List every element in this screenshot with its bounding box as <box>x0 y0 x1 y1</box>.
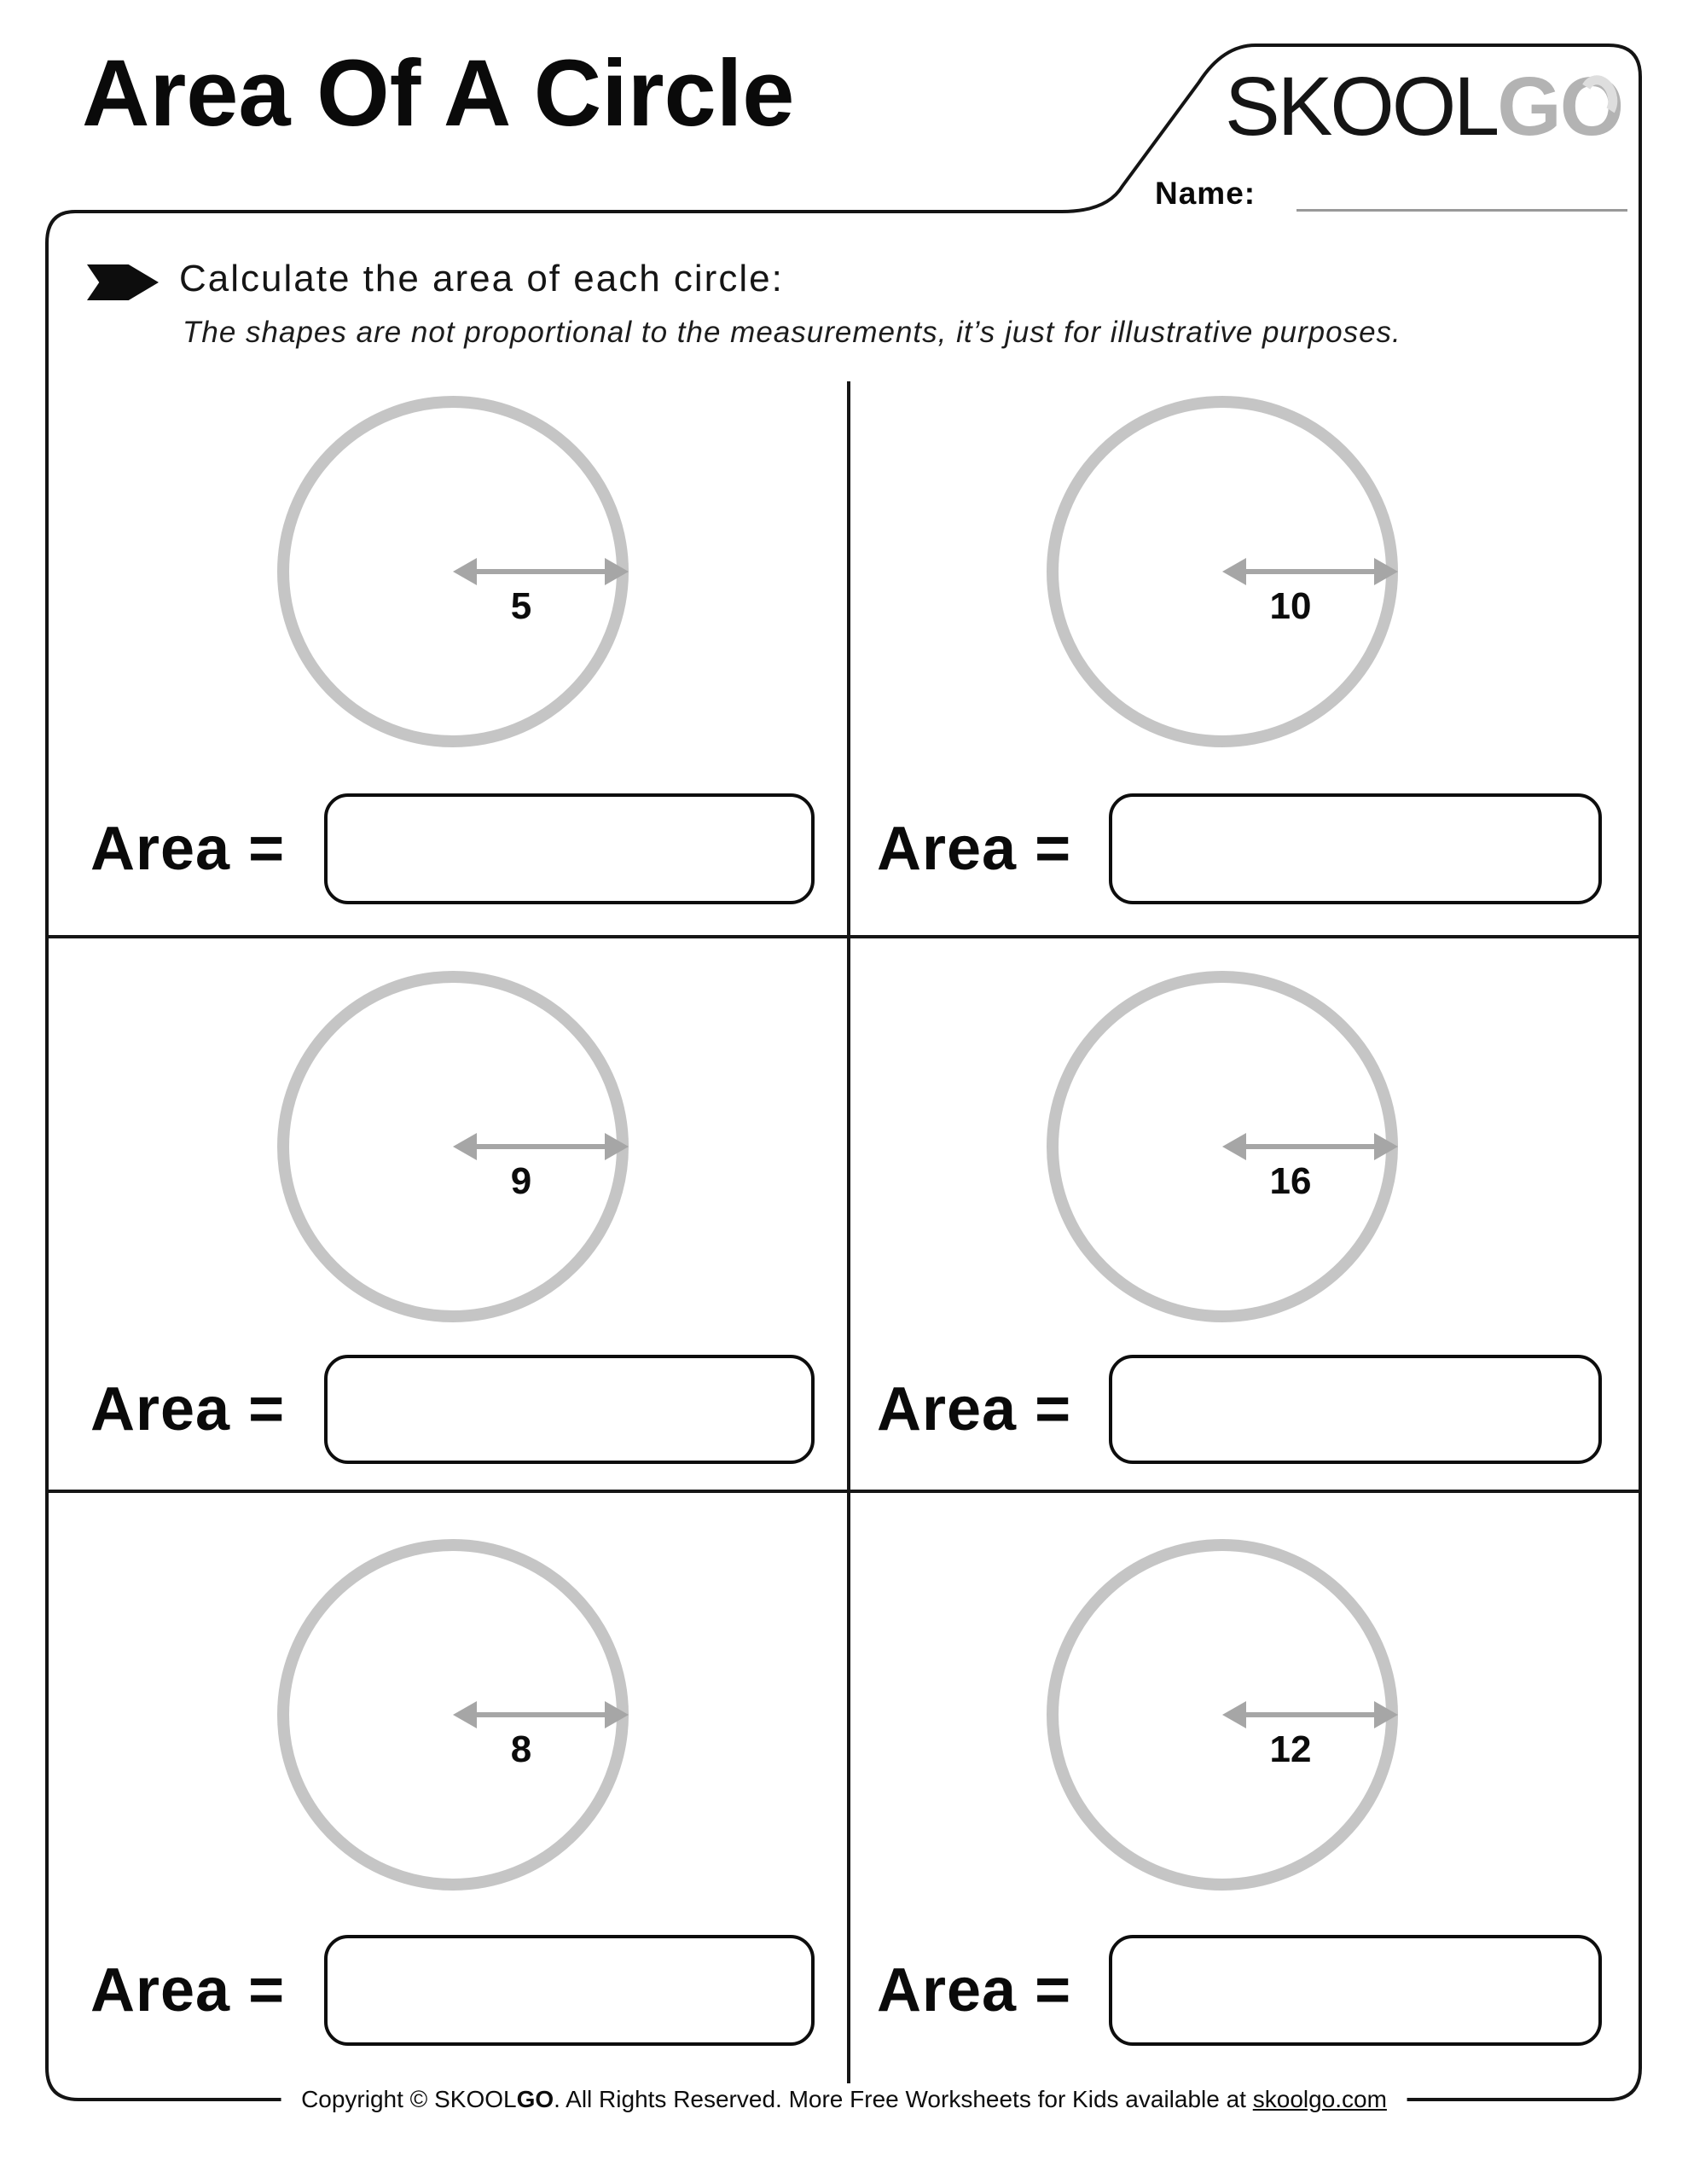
footer-copyright-text: Copyright © SKOOL <box>301 2086 517 2112</box>
radius-value: 16 <box>1269 1160 1312 1202</box>
instruction-text: Calculate the area of each circle: <box>179 258 784 299</box>
name-label: Name: <box>1155 176 1256 211</box>
radius-value: 12 <box>1269 1728 1312 1770</box>
radius-value: 9 <box>510 1160 532 1202</box>
footer-rights-text: . All Rights Reserved. More Free Worksheets for Kids available at <box>554 2086 1253 2112</box>
footer-brand-bold: GO <box>516 2086 554 2112</box>
area-label: Area = <box>877 1375 1072 1443</box>
logo-magnifier-o-icon: O <box>1559 60 1623 153</box>
area-label: Area = <box>877 815 1072 883</box>
radius-value: 8 <box>510 1728 532 1770</box>
area-label: Area = <box>90 1956 286 2024</box>
logo-text-g: G <box>1497 60 1560 153</box>
radius-value: 5 <box>510 585 532 627</box>
area-label: Area = <box>90 815 286 883</box>
area-label: Area = <box>877 1956 1072 2024</box>
logo-text-skool: SKOOL <box>1225 60 1498 153</box>
radius-value: 10 <box>1269 585 1312 627</box>
skoolgo-logo <box>1225 60 1622 154</box>
instruction-note: The shapes are not proportional to the measurements, it’s just for illustrative purposes. <box>183 316 1401 349</box>
footer <box>281 2083 1407 2116</box>
area-label: Area = <box>90 1375 286 1443</box>
page-title: Area Of A Circle <box>82 41 795 146</box>
footer-link[interactable]: skoolgo.com <box>1252 2086 1387 2112</box>
